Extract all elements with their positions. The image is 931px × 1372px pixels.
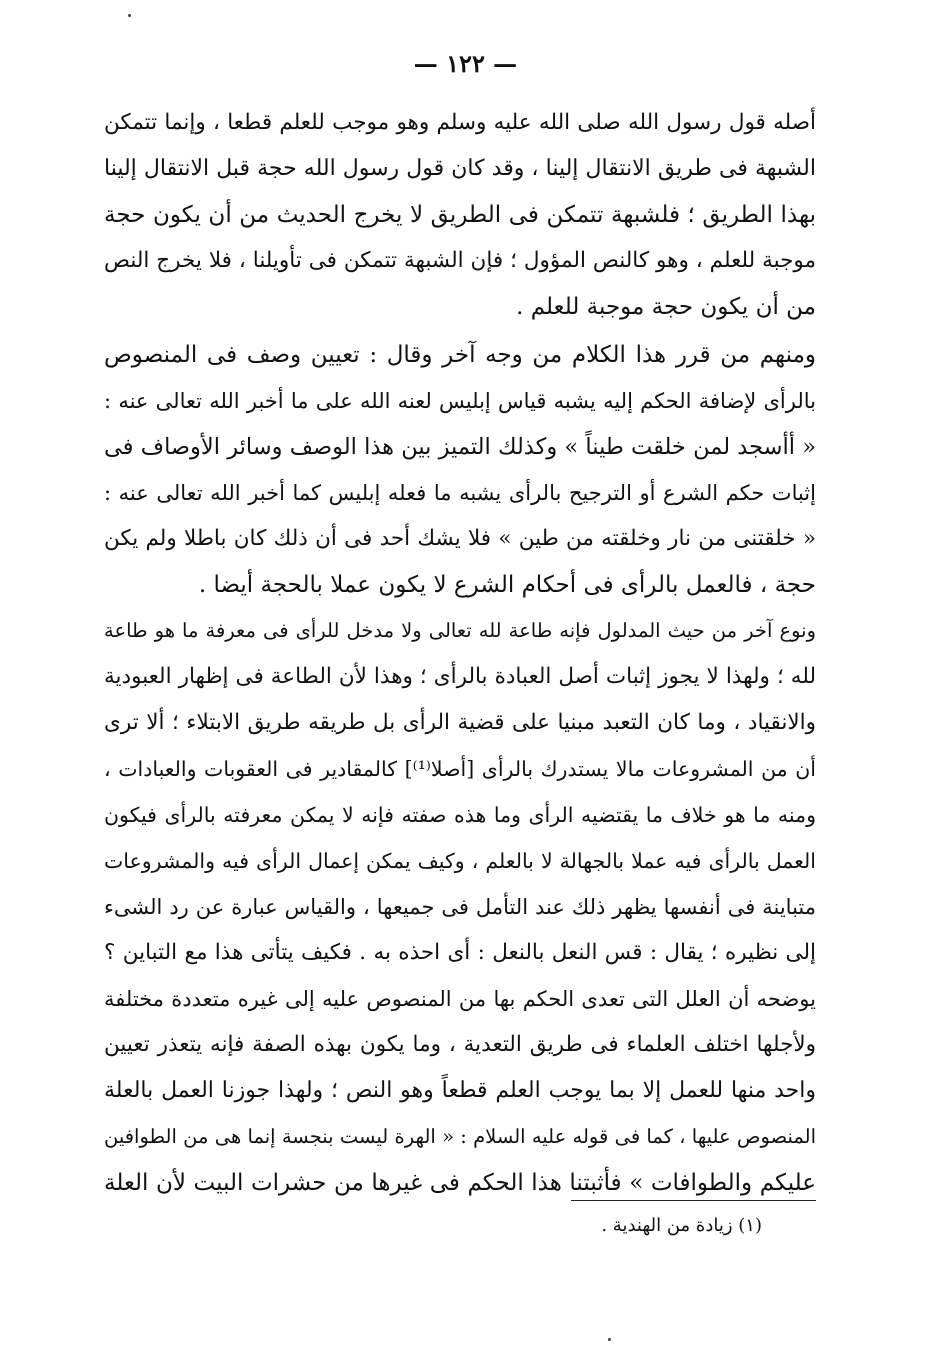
footnote-divider [571, 1200, 816, 1201]
text-line: حجة ، فالعمل بالرأى فى أحكام الشرع لا يكون عملا بالحجة أيضا . [198, 572, 816, 598]
text-line: أصله قول رسول الله صلى الله عليه وسلم وهو موجب للعلم قطعا ، وإنما تتمكن [104, 110, 816, 135]
text-line: من أن يكون حجة موجبة للعلم . [516, 294, 816, 320]
paragraph-1 [104, 100, 816, 330]
text-line: ونوع آخر من حيث المدلول فإنه طاعة لله تعالى ولا مدخل للرأى فى معرفة ما هو طاعة [104, 619, 816, 642]
text-line: واحد منها للعمل إلا بما يوجب العلم قطعاً وهو النص ؛ ولهذا جوزنا العمل بالعلة [104, 1078, 816, 1103]
text-line: العمل بالرأى فيه عملا بالجهالة لا بالعلم ، وكيف يمكن إعمال الرأى فيه والمشروعات [104, 849, 816, 873]
text-line: الشبهة فى طريق الانتقال إلينا ، وقد كان قول رسول الله حجة قبل الانتقال إلينا [104, 156, 816, 181]
text-line: موجبة للعلم ، وهو كالنص المؤول ؛ فإن الشبهة تتمكن فى تأويلنا ، فلا يخرج النص [104, 248, 816, 273]
paragraph-3 [104, 608, 816, 1206]
text-line: لله ؛ ولهذا لا يجوز إثبات أصل العبادة بالرأى ؛ وهذا لأن الطاعة فى إظهار العبودية [104, 664, 816, 689]
text-line: ومنه ما هو خلاف ما يقتضيه الرأى وما هذه صفته فإنه لا يمكن معرفته بالرأى فيكون [104, 803, 816, 827]
page-number: — ١٢٢ — [413, 49, 518, 78]
text-line: متباينة فى أنفسها يظهر ذلك عند التأمل فى جميعها ، والقياس عبارة عن رد الشىء [104, 895, 816, 919]
text-line: بهذا الطريق ؛ فلشبهة تتمكن فى الطريق لا يخرج الحديث من أن يكون حجة [104, 202, 816, 228]
text-line: ومنهم من قرر هذا الكلام من وجه آخر وقال : تعيين وصف فى المنصوص [104, 342, 816, 368]
text-line: إثبات حكم الشرع أو الترجيح بالرأى يشبه ما فعله إبليس كما أخبر الله تعالى عنه : [104, 481, 816, 505]
stray-ink-mark [608, 1338, 611, 1341]
text-line: المنصوص عليها ، كما فى قوله عليه السلام : « الهرة ليست بنجسة إنما هى من الطوافين [104, 1125, 816, 1148]
text-line: يوضحه أن العلل التى تعدى الحكم بها من المنصوص عليه إلى غيره متعددة مختلفة [104, 987, 816, 1011]
text-line: « أأسجد لمن خلقت طيناً » وكذلك التميز بين هذا الوصف وسائر الأوصاف فى [104, 434, 816, 460]
text-line: والانقياد ، وما كان التعبد مبنيا على قضية الرأى بل طريقه طريق الابتلاء ؛ ألا ترى [104, 710, 816, 735]
text-line: بالرأى لإضافة الحكم إليه يشبه قياس إبليس لعنه الله على ما أخبر الله تعالى عنه : [104, 389, 816, 413]
paragraph-2 [104, 332, 816, 608]
text-line: أن من المشروعات مالا يستدرك بالرأى [أصلا⁽¹⁾] كالمقادير فى العقوبات والعبادات ، [104, 757, 816, 781]
text-line: ولأجلها اختلف العلماء فى طريق التعدية ، وما يكون بهذه الصفة فإنه يتعذر تعيين [104, 1032, 816, 1057]
stray-ink-mark [128, 14, 131, 17]
text-line: « خلقتنى من نار وخلقته من طين » فلا يشك أحد فى أن ذلك كان باطلا ولم يكن [104, 526, 816, 551]
text-line: إلى نظيره ؛ يقال : قس النعل بالنعل : أى احذه به . فكيف يتأتى هذا مع التباين ؟ [104, 940, 816, 965]
text-line: عليكم والطوافات » فأثبتنا هذا الحكم فى غيرها من حشرات البيت لأن العلة [104, 1170, 816, 1196]
footnote: (١) زيادة من الهندية . [601, 1215, 762, 1236]
